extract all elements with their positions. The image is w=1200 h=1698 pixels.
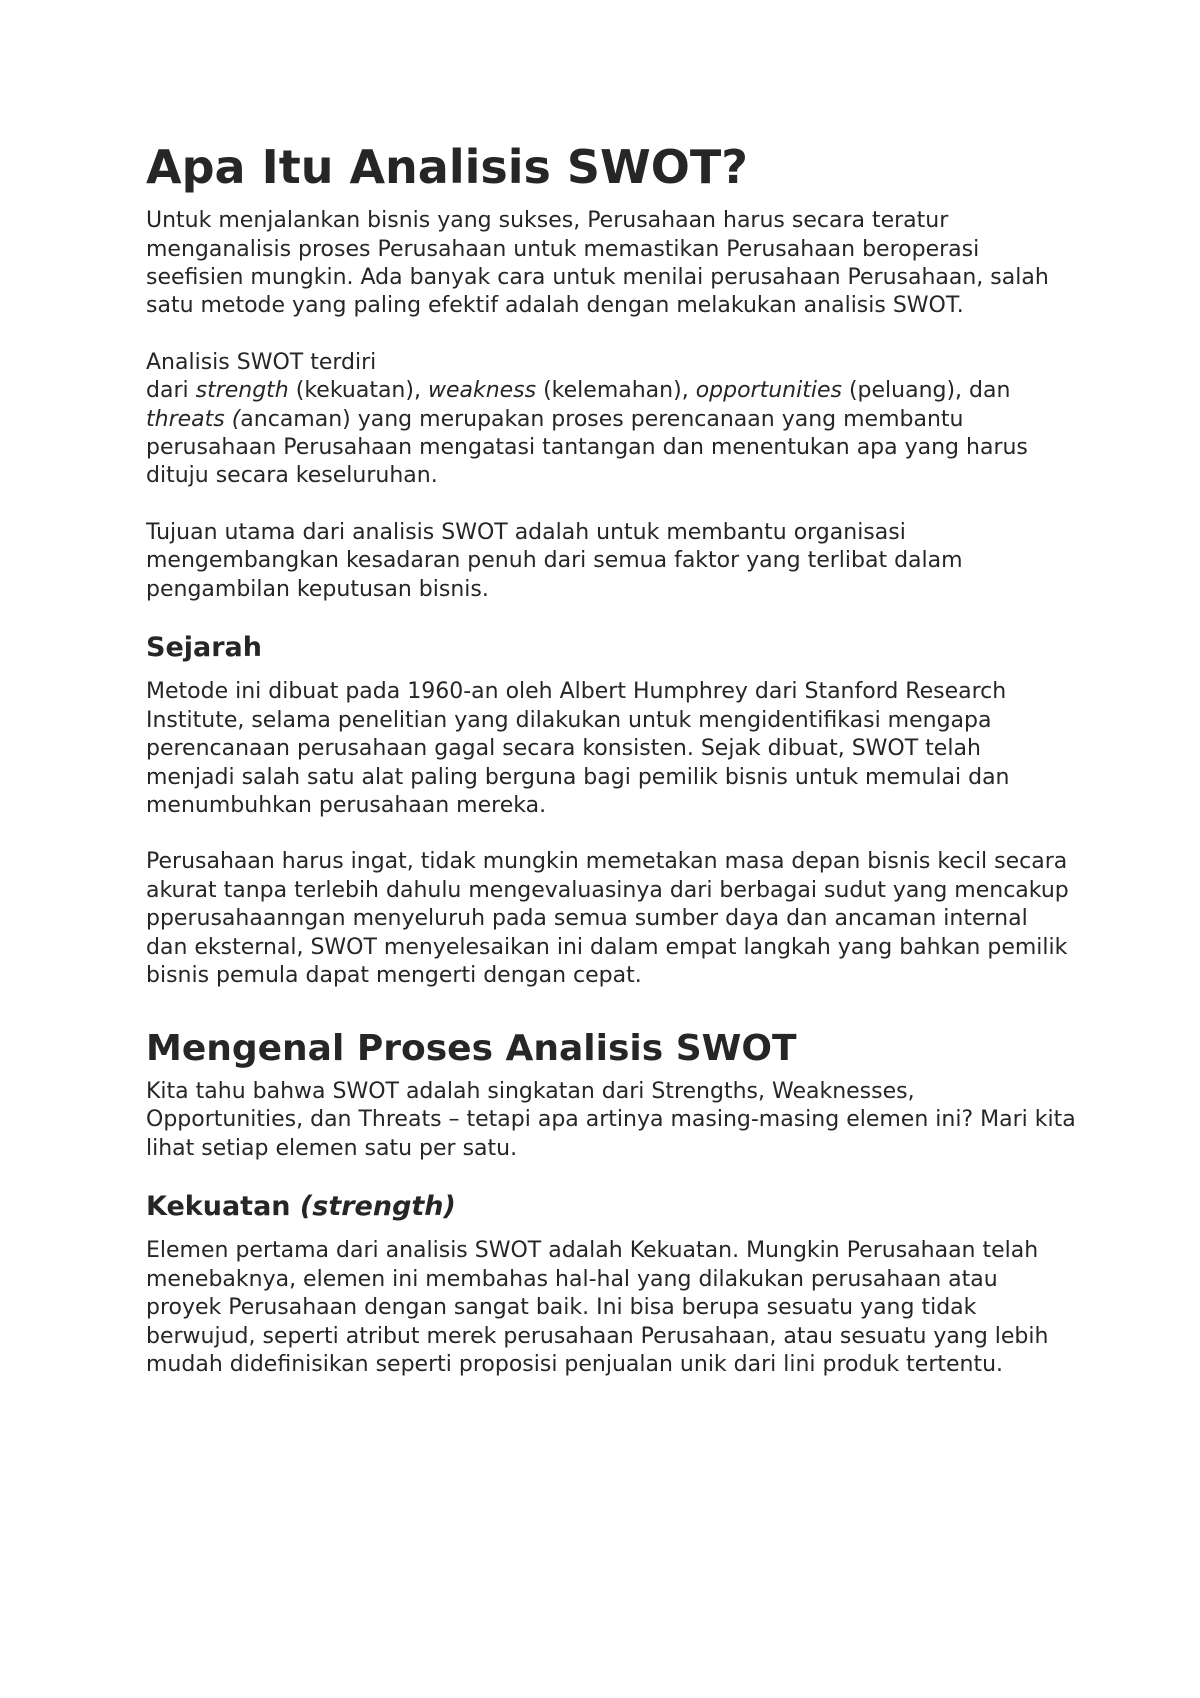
intro-paragraph-1: Untuk menjalankan bisnis yang sukses, Perusahaan harus secara teratur menganalisis proses Perusahaan untuk memastikan Perusahaan beroperasi seefisien mungkin. Ada banyak cara untuk menilai perusahaan Perusahaan, salah satu metode yang paling efektif adalah dengan melakukan analisis SWOT.	[146, 208, 1049, 319]
kekuatan-paragraph-1: Elemen pertama dari analisis SWOT adalah Kekuatan. Mungkin Perusahaan telah menebaknya, elemen ini membahas hal-hal yang dilakukan perusahaan atau proyek Perusahaan dengan sangat baik. Ini bisa berupa sesuatu yang tidak berwujud, seperti atribut merek perusahaan Perusahaan, atau sesuatu yang lebih mudah didefinisikan seperti proposisi penjualan unik dari lini produk tertentu.	[146, 1238, 1049, 1377]
swot-text-1: (kekuatan),	[288, 378, 428, 404]
kekuatan-heading-main: Kekuatan	[146, 1190, 300, 1222]
swot-dari-text: dari	[146, 378, 196, 404]
sejarah-paragraph-2: Perusahaan harus ingat, tidak mungkin memetakan masa depan bisnis kecil secara akurat tanpa terlebih dahulu mengevaluasinya dari berbagai sudut yang mencakup pperusahaanngan menyeluruh pada semua sumber daya dan ancaman internal dan eksternal, SWOT menyelesaikan ini dalam empat langkah yang bahkan pemilik bisnis pemula dapat mengerti dengan cepat.	[146, 849, 1069, 989]
document-page	[146, 140, 1076, 1407]
term-weakness: weakness	[427, 378, 537, 404]
intro-paragraph-2	[146, 349, 1076, 491]
term-strength: strength	[195, 378, 289, 404]
swot-text-2: (kelemahan),	[536, 378, 696, 404]
intro-paragraph-3: Tujuan utama dari analisis SWOT adalah untuk membantu organisasi mengembangkan kesadaran penuh dari semua faktor yang terlibat dalam pengambilan keputusan bisnis.	[146, 519, 963, 602]
proses-paragraph-1: Kita tahu bahwa SWOT adalah singkatan dari Strengths, Weaknesses, Opportunities, dan Threats – tetapi apa artinya masing-masing elemen ini? Mari kita lihat setiap elemen satu per satu.	[146, 1078, 1076, 1161]
kekuatan-heading-italic: (strength)	[299, 1190, 456, 1222]
page-title: Apa Itu Analisis SWOT?	[146, 140, 748, 194]
swot-text-3: (peluang), dan	[841, 378, 1011, 404]
section-heading-kekuatan	[146, 1191, 1076, 1223]
swot-lead-text: Analisis SWOT terdiri	[146, 349, 377, 375]
swot-text-4: ancaman) yang merupakan proses perencanaan yang membantu perusahaan Perusahaan mengatasi tantangan dan menentukan apa yang harus dituju secara keseluruhan.	[146, 406, 1028, 489]
sejarah-paragraph-1: Metode ini dibuat pada 1960-an oleh Albert Humphrey dari Stanford Research Institute, selama penelitian yang dilakukan untuk mengidentifikasi mengapa perencanaan perusahaan gagal secara konsisten. Sejak dibuat, SWOT telah menjadi salah satu alat paling berguna bagi pemilik bisnis untuk memulai dan menumbuhkan perusahaan mereka.	[146, 679, 1010, 819]
term-threats: threats (	[146, 406, 241, 432]
section-heading-sejarah: Sejarah	[146, 632, 262, 664]
section-heading-proses: Mengenal Proses Analisis SWOT	[146, 1027, 797, 1069]
term-opportunities: opportunities	[695, 378, 842, 404]
